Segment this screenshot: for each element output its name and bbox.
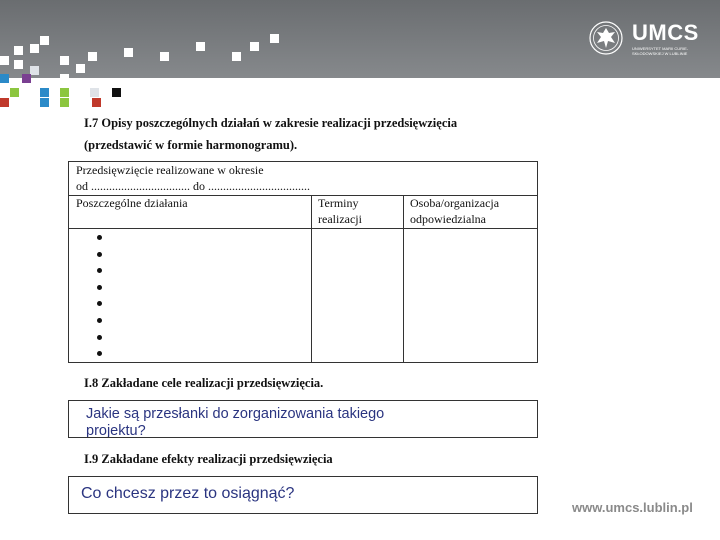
effects-answer: Co chcesz przez to osiągnąć?	[81, 485, 295, 502]
eagle-emblem-icon	[588, 20, 624, 56]
bullet-point	[97, 268, 102, 273]
section-18-heading: I.8 Zakładane cele realizacji przedsięwzięcia.	[84, 376, 324, 390]
logo-subtitle: UNIWERSYTET MARII CURIE-SKŁODOWSKIEJ W LUBLINIE	[632, 46, 689, 56]
column-header-person: Osoba/organizacja	[410, 196, 500, 210]
column-header-terms: Terminy	[318, 196, 359, 210]
goals-answer-line2: projektu?	[86, 423, 146, 438]
footer-url[interactable]: www.umcs.lublin.pl	[572, 500, 693, 515]
bullet-point	[97, 285, 102, 290]
column-header-person-line2: odpowiedzialna	[410, 212, 486, 226]
period-range: od ................................. do ..................................	[76, 179, 310, 193]
umcs-logo[interactable]	[588, 20, 700, 56]
section-19-heading: I.9 Zakładane efekty realizacji przedsięwzięcia	[84, 452, 333, 466]
bullet-point	[97, 335, 102, 340]
section-17-heading: I.7 Opisy poszczególnych działań w zakresie realizacji przedsięwzięcia	[84, 116, 458, 130]
goals-answer-box[interactable]	[68, 400, 538, 438]
column-header-actions: Poszczególne działania	[76, 196, 188, 210]
goals-answer-line1: Jakie są przesłanki do zorganizowania takiego	[86, 406, 385, 422]
table-divider	[311, 195, 312, 362]
schedule-table	[68, 161, 538, 363]
logo-text: UMCS	[632, 20, 699, 45]
column-header-terms-line2: realizacji	[318, 212, 362, 226]
bullet-point	[97, 252, 102, 257]
bullet-point	[97, 351, 102, 356]
bullet-point	[97, 318, 102, 323]
section-17-heading-line2: (przedstawić w formie harmonogramu).	[84, 138, 298, 152]
bullet-point	[97, 235, 102, 240]
period-label: Przedsięwzięcie realizowane w okresie	[76, 163, 264, 177]
table-divider	[403, 195, 404, 362]
bullet-point	[97, 301, 102, 306]
table-divider	[69, 228, 537, 229]
effects-answer-box[interactable]	[68, 476, 538, 514]
